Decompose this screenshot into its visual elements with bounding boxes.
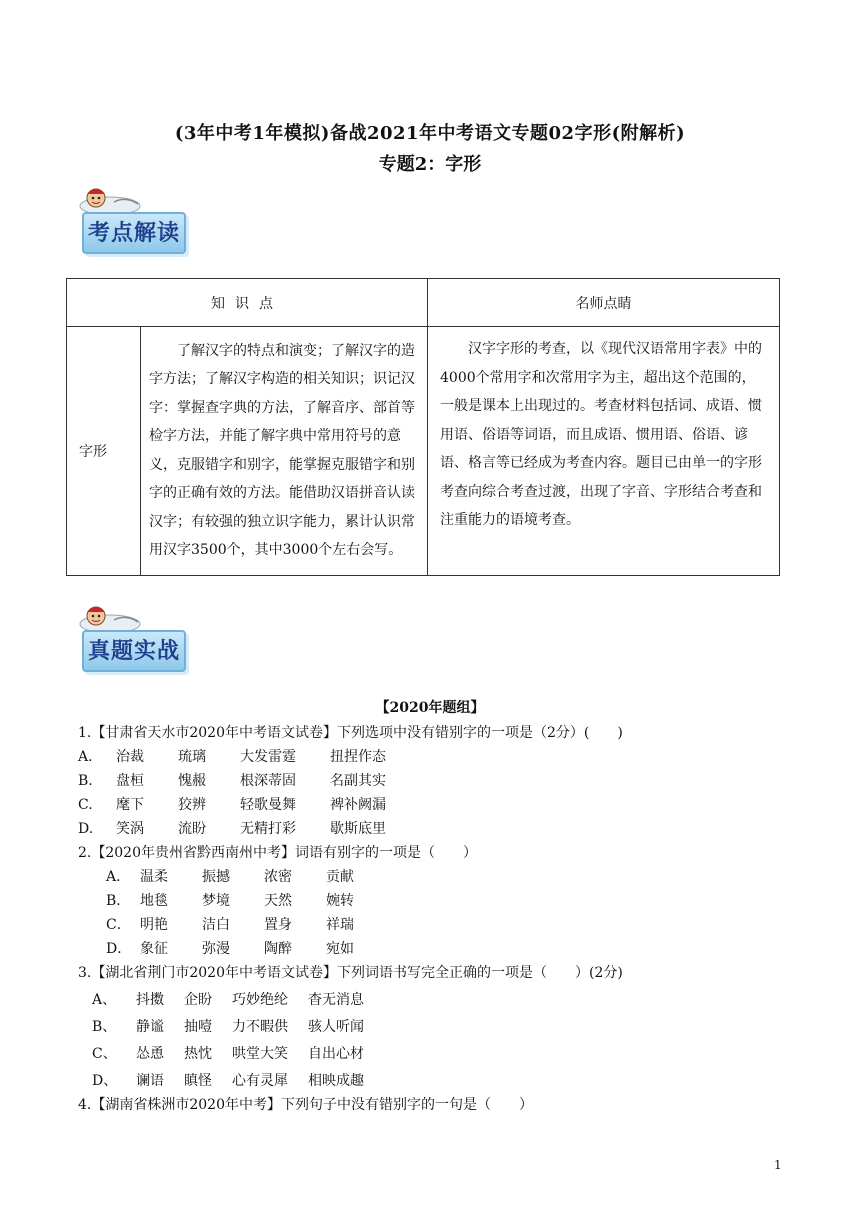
option-word: 巧妙绝纶 — [232, 992, 288, 1008]
table-header-tips: 名师点睛 — [428, 279, 780, 327]
option-letter: B、 — [92, 1019, 117, 1035]
option-letter: B． — [106, 893, 131, 909]
option-word: 力不暇供 — [232, 1019, 288, 1035]
option-word: 大发雷霆 — [240, 749, 296, 765]
option-word: 杳无消息 — [308, 992, 364, 1008]
option-letter: D. — [78, 821, 94, 837]
question-3-stem: 3.【湖北省荆门市2020年中考语文试卷】下列词语书写完全正确的一项是（ ）(2分) — [78, 965, 623, 981]
banner-kaodian-label: 考点解读 — [87, 220, 180, 246]
question-2-stem: 2.【2020年贵州省黔西南州中考】词语有别字的一项是（ ） — [78, 845, 477, 861]
option-word: 麾下 — [116, 797, 144, 813]
option-letter: C. — [78, 797, 93, 813]
option-word: 根深蒂固 — [240, 773, 296, 789]
question-1-stem: 1.【甘肃省天水市2020年中考语文试卷】下列选项中没有错别字的一项是（2分）( ) — [78, 725, 623, 741]
option-word: 宛如 — [326, 941, 354, 957]
option-letter: A、 — [92, 992, 117, 1008]
option-word: 哄堂大笑 — [232, 1046, 288, 1062]
knowledge-table — [66, 278, 780, 576]
question-4-stem: 4.【湖南省株洲市2020年中考】下列句子中没有错别字的一句是（ ） — [78, 1097, 533, 1113]
option-word: 狡辨 — [178, 797, 206, 813]
option-word: 治裁 — [116, 749, 144, 765]
question-3-option-c — [92, 1043, 364, 1063]
page-title: (3年中考1年模拟)备战2021年中考语文专题02字形(附解析) — [174, 123, 686, 144]
option-word: 心有灵犀 — [232, 1073, 288, 1089]
table-cell-description: 了解汉字的特点和演变；了解汉字的造字方法；了解汉字构造的相关知识；识记汉字：掌握查字典的方法，了解音序、部首等检字方法，并能了解字典中常用符号的意义，克服错字和别字，能掌握克服错字和别字的正确有效的方法。能借助汉语拼音认读汉字；有较强的独立识字能力，累计认识常用汉字3500个，其中3000个左右会写。 — [141, 327, 428, 576]
banner-zhenti — [76, 604, 186, 676]
option-word: 相映成趣 — [308, 1073, 364, 1089]
option-word: 瞋怪 — [184, 1073, 212, 1089]
option-letter: B. — [78, 773, 93, 789]
option-word: 明艳 — [140, 917, 168, 933]
option-letter: A. — [78, 749, 93, 765]
option-word: 自出心材 — [308, 1046, 364, 1062]
option-word: 置身 — [264, 917, 292, 933]
question-2-option-b — [106, 890, 354, 910]
option-word: 天然 — [264, 893, 292, 909]
banner-kaodian — [76, 186, 186, 258]
option-letter: A． — [106, 869, 131, 885]
question-1-option-b — [78, 770, 386, 790]
option-letter: D、 — [92, 1073, 118, 1089]
question-3-option-b — [92, 1016, 364, 1036]
option-word: 裨补阙漏 — [330, 797, 386, 813]
section-header: 【2020年题组】 — [375, 700, 485, 716]
option-letter: C． — [106, 917, 131, 933]
option-word: 温柔 — [140, 869, 168, 885]
option-word: 流盼 — [178, 821, 206, 837]
page-number: 1 — [774, 1158, 782, 1172]
option-word: 静谧 — [136, 1019, 164, 1035]
page-subtitle: 专题2：字形 — [378, 154, 482, 175]
option-letter: D． — [106, 941, 132, 957]
option-word: 歇斯底里 — [330, 821, 386, 837]
banner-zhenti-label: 真题实战 — [87, 638, 180, 664]
option-word: 骇人听闻 — [308, 1019, 364, 1035]
table-header-knowledge: 知识点 — [67, 279, 428, 327]
option-word: 轻歌曼舞 — [240, 797, 296, 813]
question-3-option-d — [92, 1070, 364, 1090]
banner-tag — [82, 212, 186, 254]
option-word: 祥瑞 — [326, 917, 354, 933]
option-word: 浓密 — [264, 869, 292, 885]
question-2-option-d — [106, 938, 354, 958]
option-word: 企盼 — [184, 992, 212, 1008]
question-1-option-a — [78, 746, 386, 766]
option-word: 谰语 — [136, 1073, 164, 1089]
option-word: 抽噎 — [184, 1019, 212, 1035]
option-word: 无精打彩 — [240, 821, 296, 837]
question-2-option-a — [106, 866, 354, 886]
option-word: 抖擞 — [136, 992, 164, 1008]
table-cell-topic: 字形 — [67, 327, 141, 576]
option-word: 盘桓 — [116, 773, 144, 789]
option-word: 愧赧 — [178, 773, 206, 789]
question-1-option-d — [78, 818, 386, 838]
option-word: 名副其实 — [330, 773, 386, 789]
option-word: 笑涡 — [116, 821, 144, 837]
option-word: 弥漫 — [202, 941, 230, 957]
option-word: 象征 — [140, 941, 168, 957]
option-letter: C、 — [92, 1046, 117, 1062]
option-word: 洁白 — [202, 917, 230, 933]
option-word: 怂恿 — [136, 1046, 164, 1062]
question-3-option-a — [92, 989, 364, 1009]
option-word: 陶醉 — [264, 941, 292, 957]
option-word: 地毯 — [140, 893, 168, 909]
option-word: 振撼 — [202, 869, 230, 885]
option-word: 贡献 — [326, 869, 354, 885]
question-1-option-c — [78, 794, 386, 814]
banner-tag — [82, 630, 186, 672]
option-word: 婉转 — [326, 893, 354, 909]
question-2-option-c — [106, 914, 354, 934]
option-word: 琉璃 — [178, 749, 206, 765]
option-word: 梦境 — [202, 893, 230, 909]
option-word: 扭捏作态 — [330, 749, 386, 765]
table-cell-tip: 汉字字形的考查，以《现代汉语常用字表》中的4000个常用字和次常用字为主，超出这个范围的，一般是课本上出现过的。考查材料包括词、成语、惯用语、俗语等词语，而且成语、惯用语、俗语、谚语、格言等已经成为考查内容。题目已由单一的字形考查向综合考查过渡，出现了字音、字形结合考查和注重能力的语境考查。 — [428, 327, 780, 576]
option-word: 热忱 — [184, 1046, 212, 1062]
